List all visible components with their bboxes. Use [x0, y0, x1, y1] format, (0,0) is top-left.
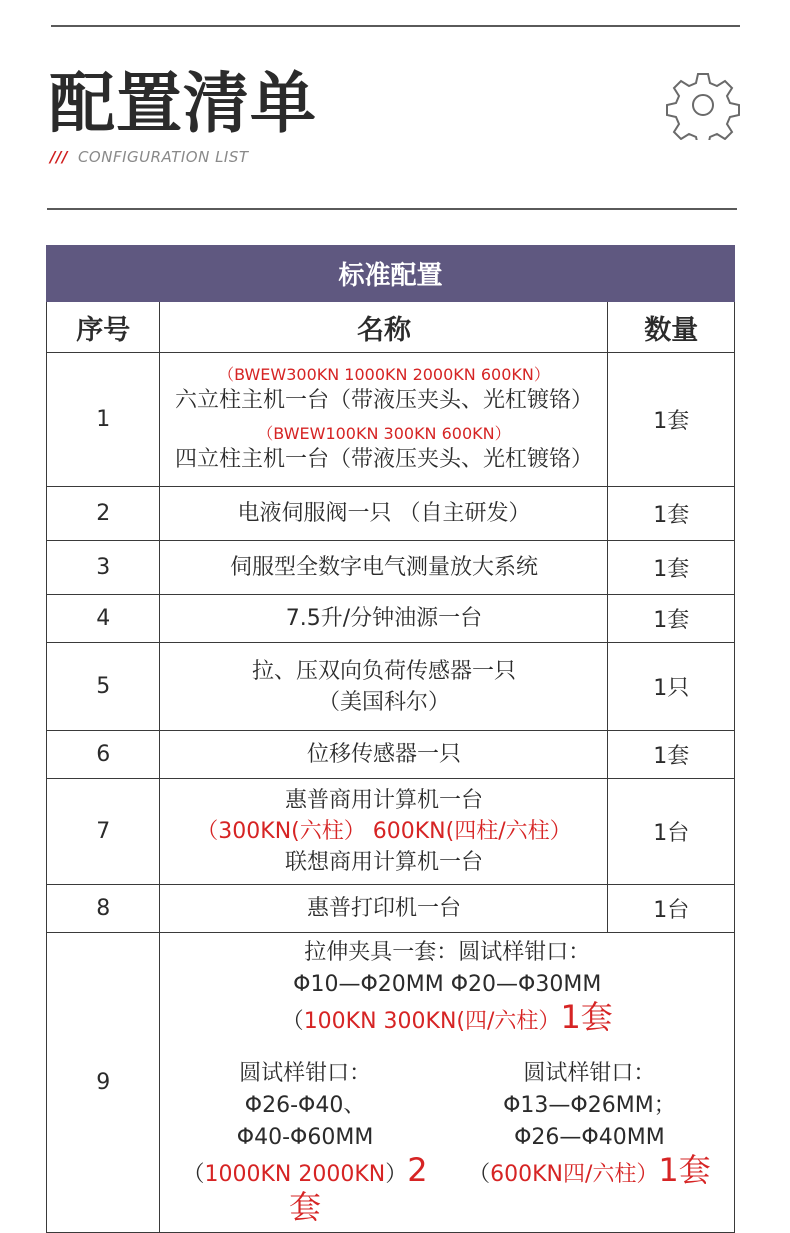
table-row [47, 541, 735, 595]
jaw-range: Φ10—Φ20MM Φ20—Φ30MM [293, 972, 602, 997]
item-name: 四立柱主机一台（带液压夹头、光杠镀铬） [174, 446, 593, 472]
row-name: 电液伺服阀一只 （自主研发） [160, 487, 608, 541]
jaw-range: Φ13—Φ26MM； [503, 1093, 676, 1118]
row-number: 7 [47, 779, 160, 885]
row-number: 9 [47, 933, 160, 1233]
page-subtitle [50, 148, 249, 166]
row-qty: 1台 [608, 885, 735, 933]
jaw-range: Φ26—Φ40MM [514, 1125, 665, 1150]
model-qty-line [453, 1151, 726, 1191]
gear-icon [666, 70, 740, 140]
row-qty: 1套 [608, 541, 735, 595]
row-name: 7.5升/分钟油源一台 [160, 595, 608, 643]
item-name: 惠普商用计算机一台 [284, 788, 483, 813]
table-row [47, 643, 735, 731]
row-name: 伺服型全数字电气测量放大系统 [160, 541, 608, 595]
row-qty: 1台 [608, 779, 735, 885]
row-number: 3 [47, 541, 160, 595]
item-name: 拉伸夹具一套：圆试样钳口： [304, 940, 591, 965]
jaw-variant-right [453, 1058, 726, 1228]
row-qty: 1套 [608, 487, 735, 541]
column-header-qty: 数量 [608, 302, 735, 353]
model-qty-line [168, 1151, 441, 1228]
section-divider [47, 208, 737, 210]
table-band-title: 标准配置 [47, 246, 735, 302]
jaw-variants [160, 1058, 734, 1228]
row-name [160, 933, 735, 1233]
item-name: 拉、压双向负荷传感器一只 [251, 658, 516, 684]
row-number: 6 [47, 731, 160, 779]
paren: ） [385, 1162, 408, 1187]
paren: （ [468, 1162, 491, 1187]
row-name [160, 643, 608, 731]
row-qty: 1套 [608, 353, 735, 487]
qty-value: 1套 [560, 998, 613, 1036]
model-list: （BWEW300KN 1000KN 2000KN 600KN） [218, 364, 550, 384]
row-number: 8 [47, 885, 160, 933]
row-number: 4 [47, 595, 160, 643]
qty-value: 2套 [289, 1151, 428, 1226]
jaw-title: 圆试样钳口： [523, 1061, 656, 1086]
model-qty-line [160, 998, 734, 1038]
item-note: （美国科尔） [317, 689, 450, 715]
paren: （ [281, 1009, 304, 1034]
row-number: 2 [47, 487, 160, 541]
row-qty: 1套 [608, 595, 735, 643]
table-row [47, 731, 735, 779]
model-list: （BWEW100KN 300KN 600KN） [257, 423, 511, 443]
table-row [47, 779, 735, 885]
table-row [47, 595, 735, 643]
row-name: 惠普打印机一台 [160, 885, 608, 933]
model-list: 600KN四/六柱） [490, 1162, 659, 1187]
config-table [46, 245, 735, 1233]
model-list: （300KN(六柱） 600KN(四柱/六柱） [196, 819, 572, 844]
row-qty: 1只 [608, 643, 735, 731]
table-row [47, 885, 735, 933]
item-name: 六立柱主机一台（带液压夹头、光杠镀铬） [174, 387, 593, 413]
row-name [160, 353, 608, 487]
item-name: 联想商用计算机一台 [284, 850, 483, 875]
jaw-title: 圆试样钳口： [239, 1061, 372, 1086]
column-header-no: 序号 [47, 302, 160, 353]
row-qty: 1套 [608, 731, 735, 779]
table-row [47, 933, 735, 1233]
paren: （ [182, 1162, 205, 1187]
model-list: 100KN 300KN(四/六柱） [303, 1009, 561, 1034]
jaw-range: Φ40-Φ60MM [236, 1125, 374, 1150]
row-name [160, 779, 608, 885]
column-header-name: 名称 [160, 302, 608, 353]
jaw-variant-left [168, 1058, 441, 1228]
qty-value: 1套 [658, 1151, 711, 1189]
row-name: 位移传感器一只 [160, 731, 608, 779]
table-row [47, 353, 735, 487]
row-number: 5 [47, 643, 160, 731]
table-row [47, 487, 735, 541]
page-title: 配置清单 [49, 65, 317, 142]
jaw-range: Φ26-Φ40、 [244, 1093, 366, 1118]
subtitle-text: CONFIGURATION LIST [77, 148, 249, 166]
top-divider [51, 25, 740, 27]
model-list: 1000KN 2000KN [204, 1162, 386, 1187]
subtitle-mark: /// [50, 148, 68, 166]
row-number: 1 [47, 353, 160, 487]
